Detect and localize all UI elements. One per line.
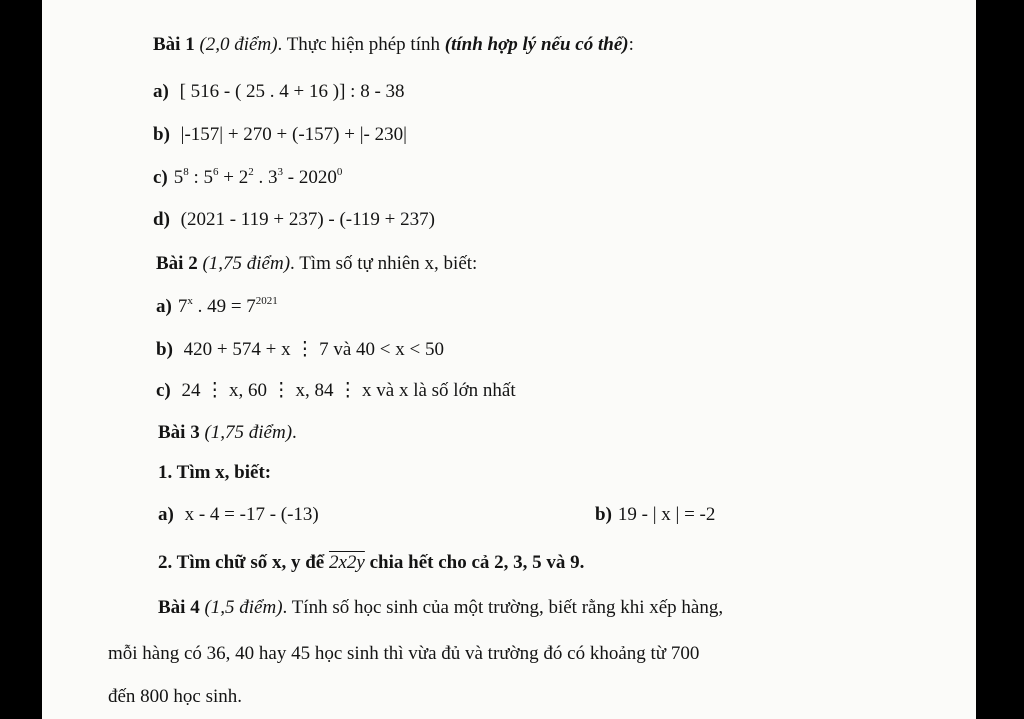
bai4-title: Bài 4: [158, 597, 200, 618]
bai3-tail: .: [292, 422, 297, 443]
bai3-b-expr: 19 - | x | = -2: [617, 504, 716, 525]
bai2-a: [156, 296, 278, 318]
bai3-q2: [158, 552, 584, 574]
bai4-line3: đến 800 học sinh.: [108, 686, 243, 707]
bai1-a: [153, 81, 405, 103]
bai1-heading: [153, 34, 634, 56]
bai1-d-label: d): [153, 209, 170, 230]
bai1-tail: :: [628, 34, 634, 55]
bai3-heading: [158, 422, 297, 444]
bai3-a-label: a): [158, 504, 174, 525]
bai1-a-expr: [ 516 - ( 25 . 4 + 16 )] : 8 - 38: [179, 81, 405, 102]
bai3-q1: 1. Tìm x, biết:: [158, 462, 272, 483]
bai4-points: (1,5 điểm): [204, 597, 283, 618]
bai3-points: (1,75 điểm): [204, 422, 293, 443]
bai1-c-label: c): [153, 167, 168, 188]
bai1-d: [153, 209, 435, 231]
bai1-b-label: b): [153, 124, 170, 145]
bai1-note: (tính hợp lý nếu có thể): [444, 34, 629, 55]
bai2-b: [156, 339, 444, 361]
bai1-c-expr: $5^8$ : $5^6 + 2^2$ . $3^3 - 2020^0$: [173, 166, 343, 188]
bai2-b-label: b): [156, 339, 173, 360]
bai1-c: [153, 167, 342, 189]
bai1-title: Bài 1: [153, 34, 195, 55]
bai2-a-label: a): [156, 296, 172, 317]
bai2-b-expr: 420 + 574 + x ⋮ 7 và 40 < x < 50: [183, 339, 444, 360]
bai2-c-label: c): [156, 380, 171, 401]
bai3-q2-pre: 2. Tìm chữ số x, y để: [158, 552, 329, 573]
bai3-b-label: b): [595, 504, 612, 525]
bai3-q2-post: chia hết cho cả 2, 3, 5 và 9.: [364, 552, 585, 573]
bai1-text: . Thực hiện phép tính: [277, 34, 445, 55]
bai4-line2: mỗi hàng có 36, 40 hay 45 học sinh thì vừa đủ và trường đó có khoảng từ 700: [108, 643, 700, 664]
bai4-heading: [158, 597, 723, 619]
bai1-b-expr: |-157| + 270 + (-157) + |- 230|: [180, 124, 407, 145]
bai3-ab: [158, 504, 878, 526]
bai1-points: (2,0 điểm): [199, 34, 278, 55]
bai2-c: [156, 380, 516, 402]
bai3-title: Bài 3: [158, 422, 200, 443]
bai1-d-expr: (2021 - 119 + 237) - (-119 + 237): [180, 209, 435, 230]
bai2-a-expr: 7$^x$ . $49 = 7^{2021}$: [177, 295, 278, 317]
bai1-b: [153, 124, 407, 146]
bai3-q2-number: 2x2y: [328, 552, 365, 573]
bai2-text: . Tìm số tự nhiên x, biết:: [290, 253, 478, 274]
bai2-points: (1,75 điểm): [202, 253, 291, 274]
bai1-a-label: a): [153, 81, 169, 102]
bai2-c-expr: 24 ⋮ x, 60 ⋮ x, 84 ⋮ x và x là số lớn nhất: [181, 380, 516, 401]
bai3-a-expr: x - 4 = -17 - (-13): [184, 504, 319, 525]
bai4-line1: . Tính số học sinh của một trường, biết rằng khi xếp hàng,: [282, 597, 724, 618]
bai2-heading: [156, 253, 477, 275]
bai2-title: Bài 2: [156, 253, 198, 274]
